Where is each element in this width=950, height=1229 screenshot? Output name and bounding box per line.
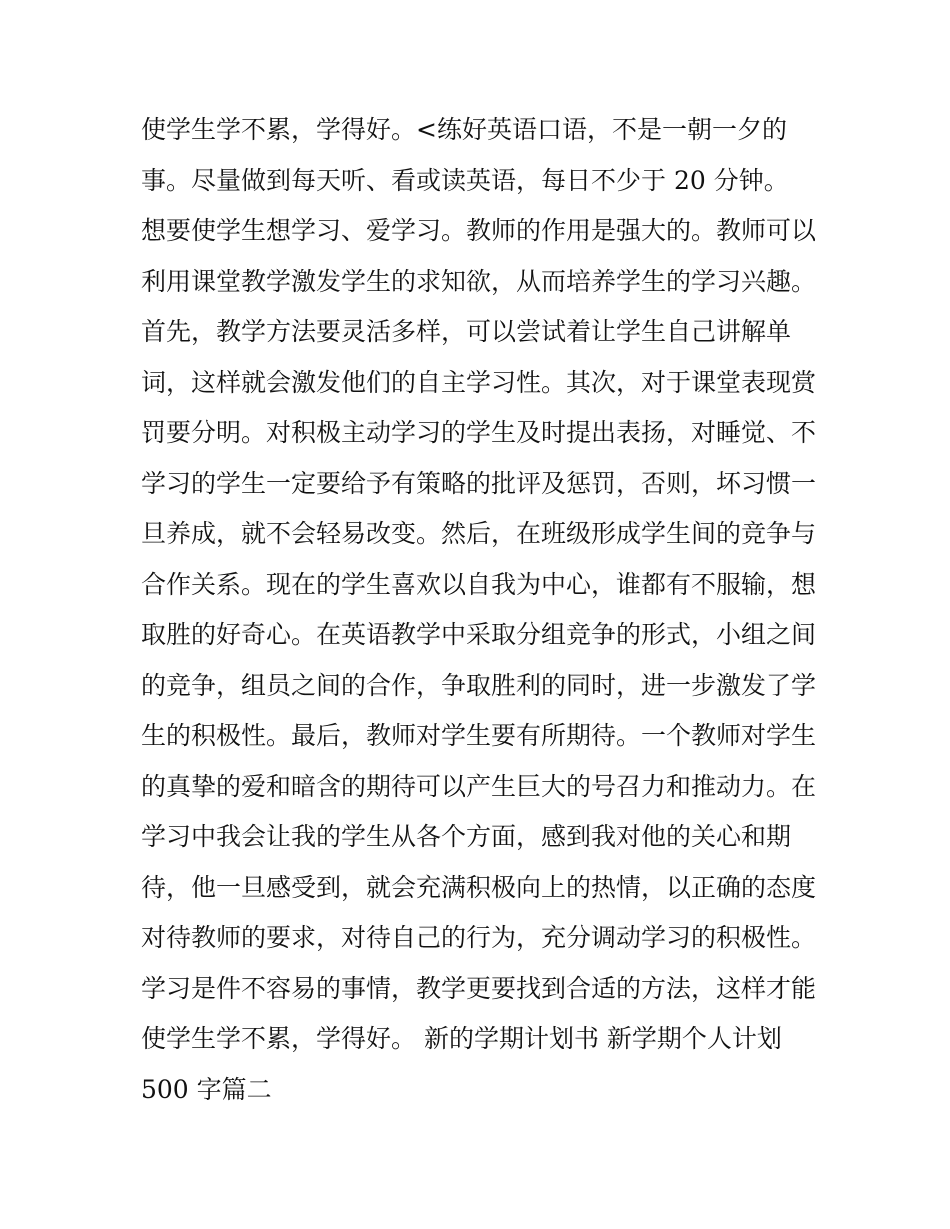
text-line: 事。尽量做到每天听、看或读英语，每日不少于 20 分钟。 <box>141 165 789 195</box>
text-line: 首先，教学方法要灵活多样，可以尝试着让学生自己讲解单 <box>141 317 792 346</box>
text-line: 词，这样就会激发他们的自主学习性。其次，对于课堂表现赏 <box>141 367 817 397</box>
text-line: 的竞争，组员之间的合作，争取胜利的同时，进一步激发了学 <box>141 670 817 700</box>
text-line: 学习中我会让我的学生从各个方面，感到我对他的关心和期 <box>141 822 792 851</box>
document-body <box>141 110 821 1120</box>
text-line: 500 字篇二 <box>141 1074 272 1104</box>
text-line: 罚要分明。对积极主动学习的学生及时提出表扬，对睡觉、不 <box>141 418 817 447</box>
text-line: 旦养成，就不会轻易改变。然后，在班级形成学生间的竞争与 <box>141 519 817 548</box>
text-line: 使学生学不累，学得好。 新的学期计划书 新学期个人计划 <box>141 1024 782 1053</box>
text-line: 待，他一旦感受到，就会充满积极向上的热情，以正确的态度 <box>141 872 817 902</box>
text-line: 利用课堂教学激发学生的求知欲，从而培养学生的学习兴趣。 <box>141 266 817 296</box>
text-line: 学习的学生一定要给予有策略的批评及惩罚，否则，坏习惯一 <box>141 468 817 498</box>
text-line: 的真挚的爱和暗含的期待可以产生巨大的号召力和推动力。在 <box>141 771 817 801</box>
text-line: 取胜的好奇心。在英语教学中采取分组竞争的形式，小组之间 <box>141 620 817 649</box>
text-line: 合作关系。现在的学生喜欢以自我为中心，谁都有不服输，想 <box>141 569 817 599</box>
text-line: 想要使学生想学习、爱学习。教师的作用是强大的。教师可以 <box>141 216 817 245</box>
text-line: 使学生学不累，学得好。<练好英语口语，不是一朝一夕的 <box>141 115 787 144</box>
text-line: 生的积极性。最后，教师对学生要有所期待。一个教师对学生 <box>141 721 817 750</box>
text-line: 对待教师的要求，对待自己的行为，充分调动学习的积极性。 <box>141 923 817 952</box>
text-line: 学习是件不容易的事情，教学更要找到合适的方法，这样才能 <box>141 973 817 1003</box>
